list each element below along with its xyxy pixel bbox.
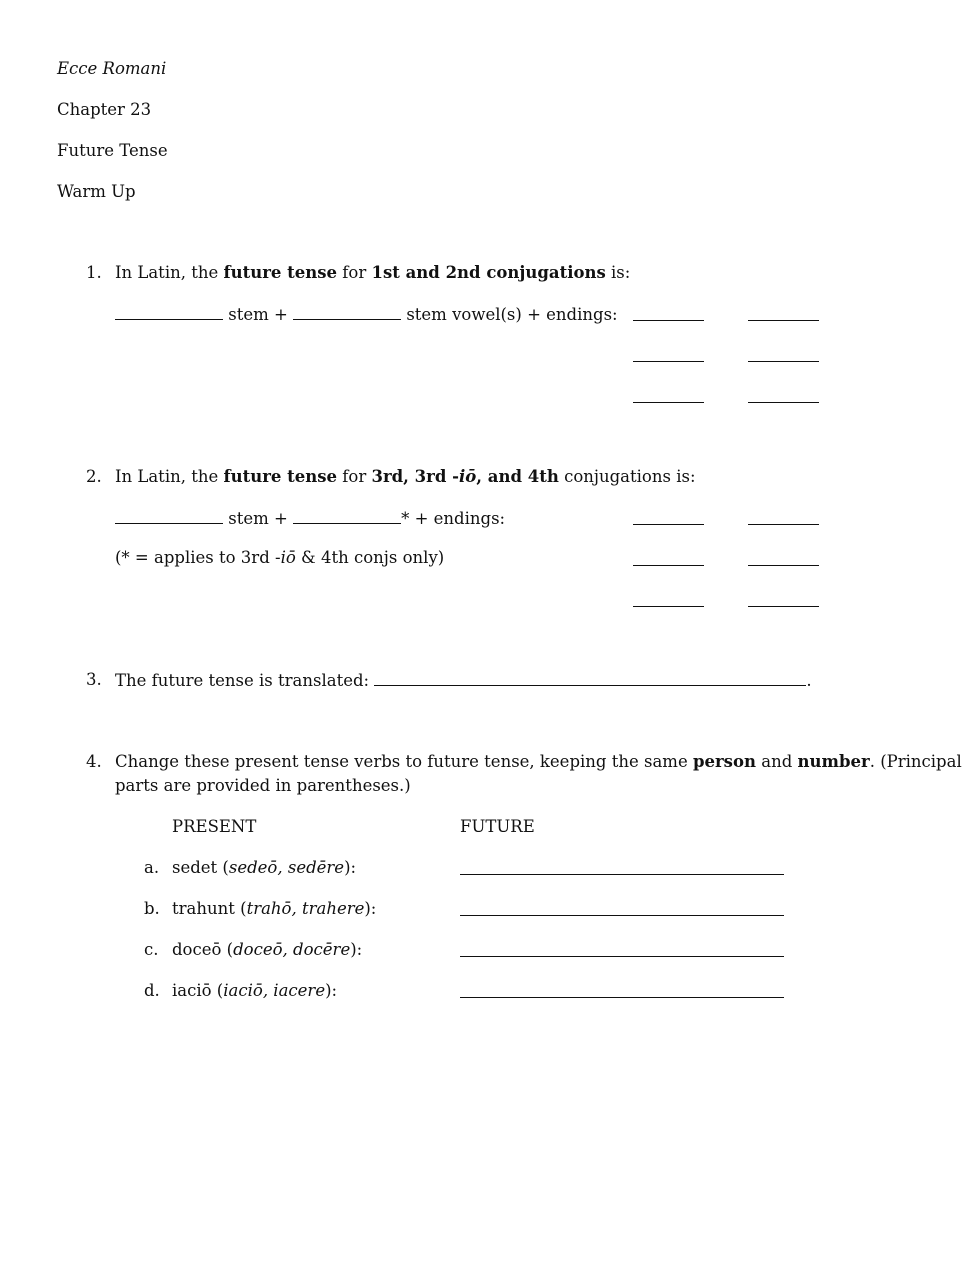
q1-formula: stem + stem vowel(s) + endings: [115,302,618,327]
q1-ending-blank[interactable] [748,361,819,362]
q3-translation-blank[interactable] [374,668,806,686]
item-label: a. [144,858,160,877]
present-verb: iaciō (iaciō, iacere): [172,981,338,1000]
q2-ending-blank[interactable] [633,565,704,566]
q2-ending-blank[interactable] [633,524,704,525]
q1-ending-blank[interactable] [633,361,704,362]
q4-number: 4. [86,752,102,771]
present-verb: trahunt (trahō, trahere): [172,899,377,918]
present-column-header: PRESENT [172,817,257,836]
q2-note: (* = applies to 3rd -iō & 4th conjs only) [115,548,445,567]
q2-stem-blank[interactable] [115,506,223,524]
q2-prompt: In Latin, the future tense for 3rd, 3rd -iō, and 4th conjugations is: [115,467,696,486]
future-column-header: FUTURE [460,817,535,836]
q2-ending-blank[interactable] [633,606,704,607]
q1-ending-blank[interactable] [633,402,704,403]
q1-ending-blank[interactable] [748,402,819,403]
q2-ending-blank[interactable] [748,565,819,566]
q1-number: 1. [86,263,102,282]
q1-prompt: In Latin, the future tense for 1st and 2nd conjugations is: [115,263,631,282]
q3-number: 3. [86,670,102,689]
q4-prompt-line2: parts are provided in parentheses.) [115,776,411,795]
item-label: d. [144,981,160,1000]
item-label: b. [144,899,160,918]
future-answer-blank[interactable] [460,874,784,875]
present-verb: doceō (doceō, docēre): [172,940,363,959]
topic-label: Future Tense [57,141,168,160]
item-label: c. [144,940,159,959]
q1-stem-blank[interactable] [115,302,223,320]
q2-ending-blank[interactable] [748,524,819,525]
future-answer-blank[interactable] [460,915,784,916]
q3-prompt: The future tense is translated: . [115,668,812,693]
chapter-label: Chapter 23 [57,100,152,119]
section-label: Warm Up [57,182,136,201]
q1-ending-blank[interactable] [633,320,704,321]
q1-ending-blank[interactable] [748,320,819,321]
present-verb: sedet (sedeō, sedēre): [172,858,357,877]
future-answer-blank[interactable] [460,956,784,957]
q2-formula: stem + * + endings: [115,506,505,531]
q4-prompt: Change these present tense verbs to future tense, keeping the same person and number. (Principal [115,752,962,771]
q2-ending-blank[interactable] [748,606,819,607]
q2-vowel-blank[interactable] [293,506,401,524]
q1-vowel-blank[interactable] [293,302,401,320]
future-answer-blank[interactable] [460,997,784,998]
q2-number: 2. [86,467,102,486]
book-title: Ecce Romani [57,59,167,78]
